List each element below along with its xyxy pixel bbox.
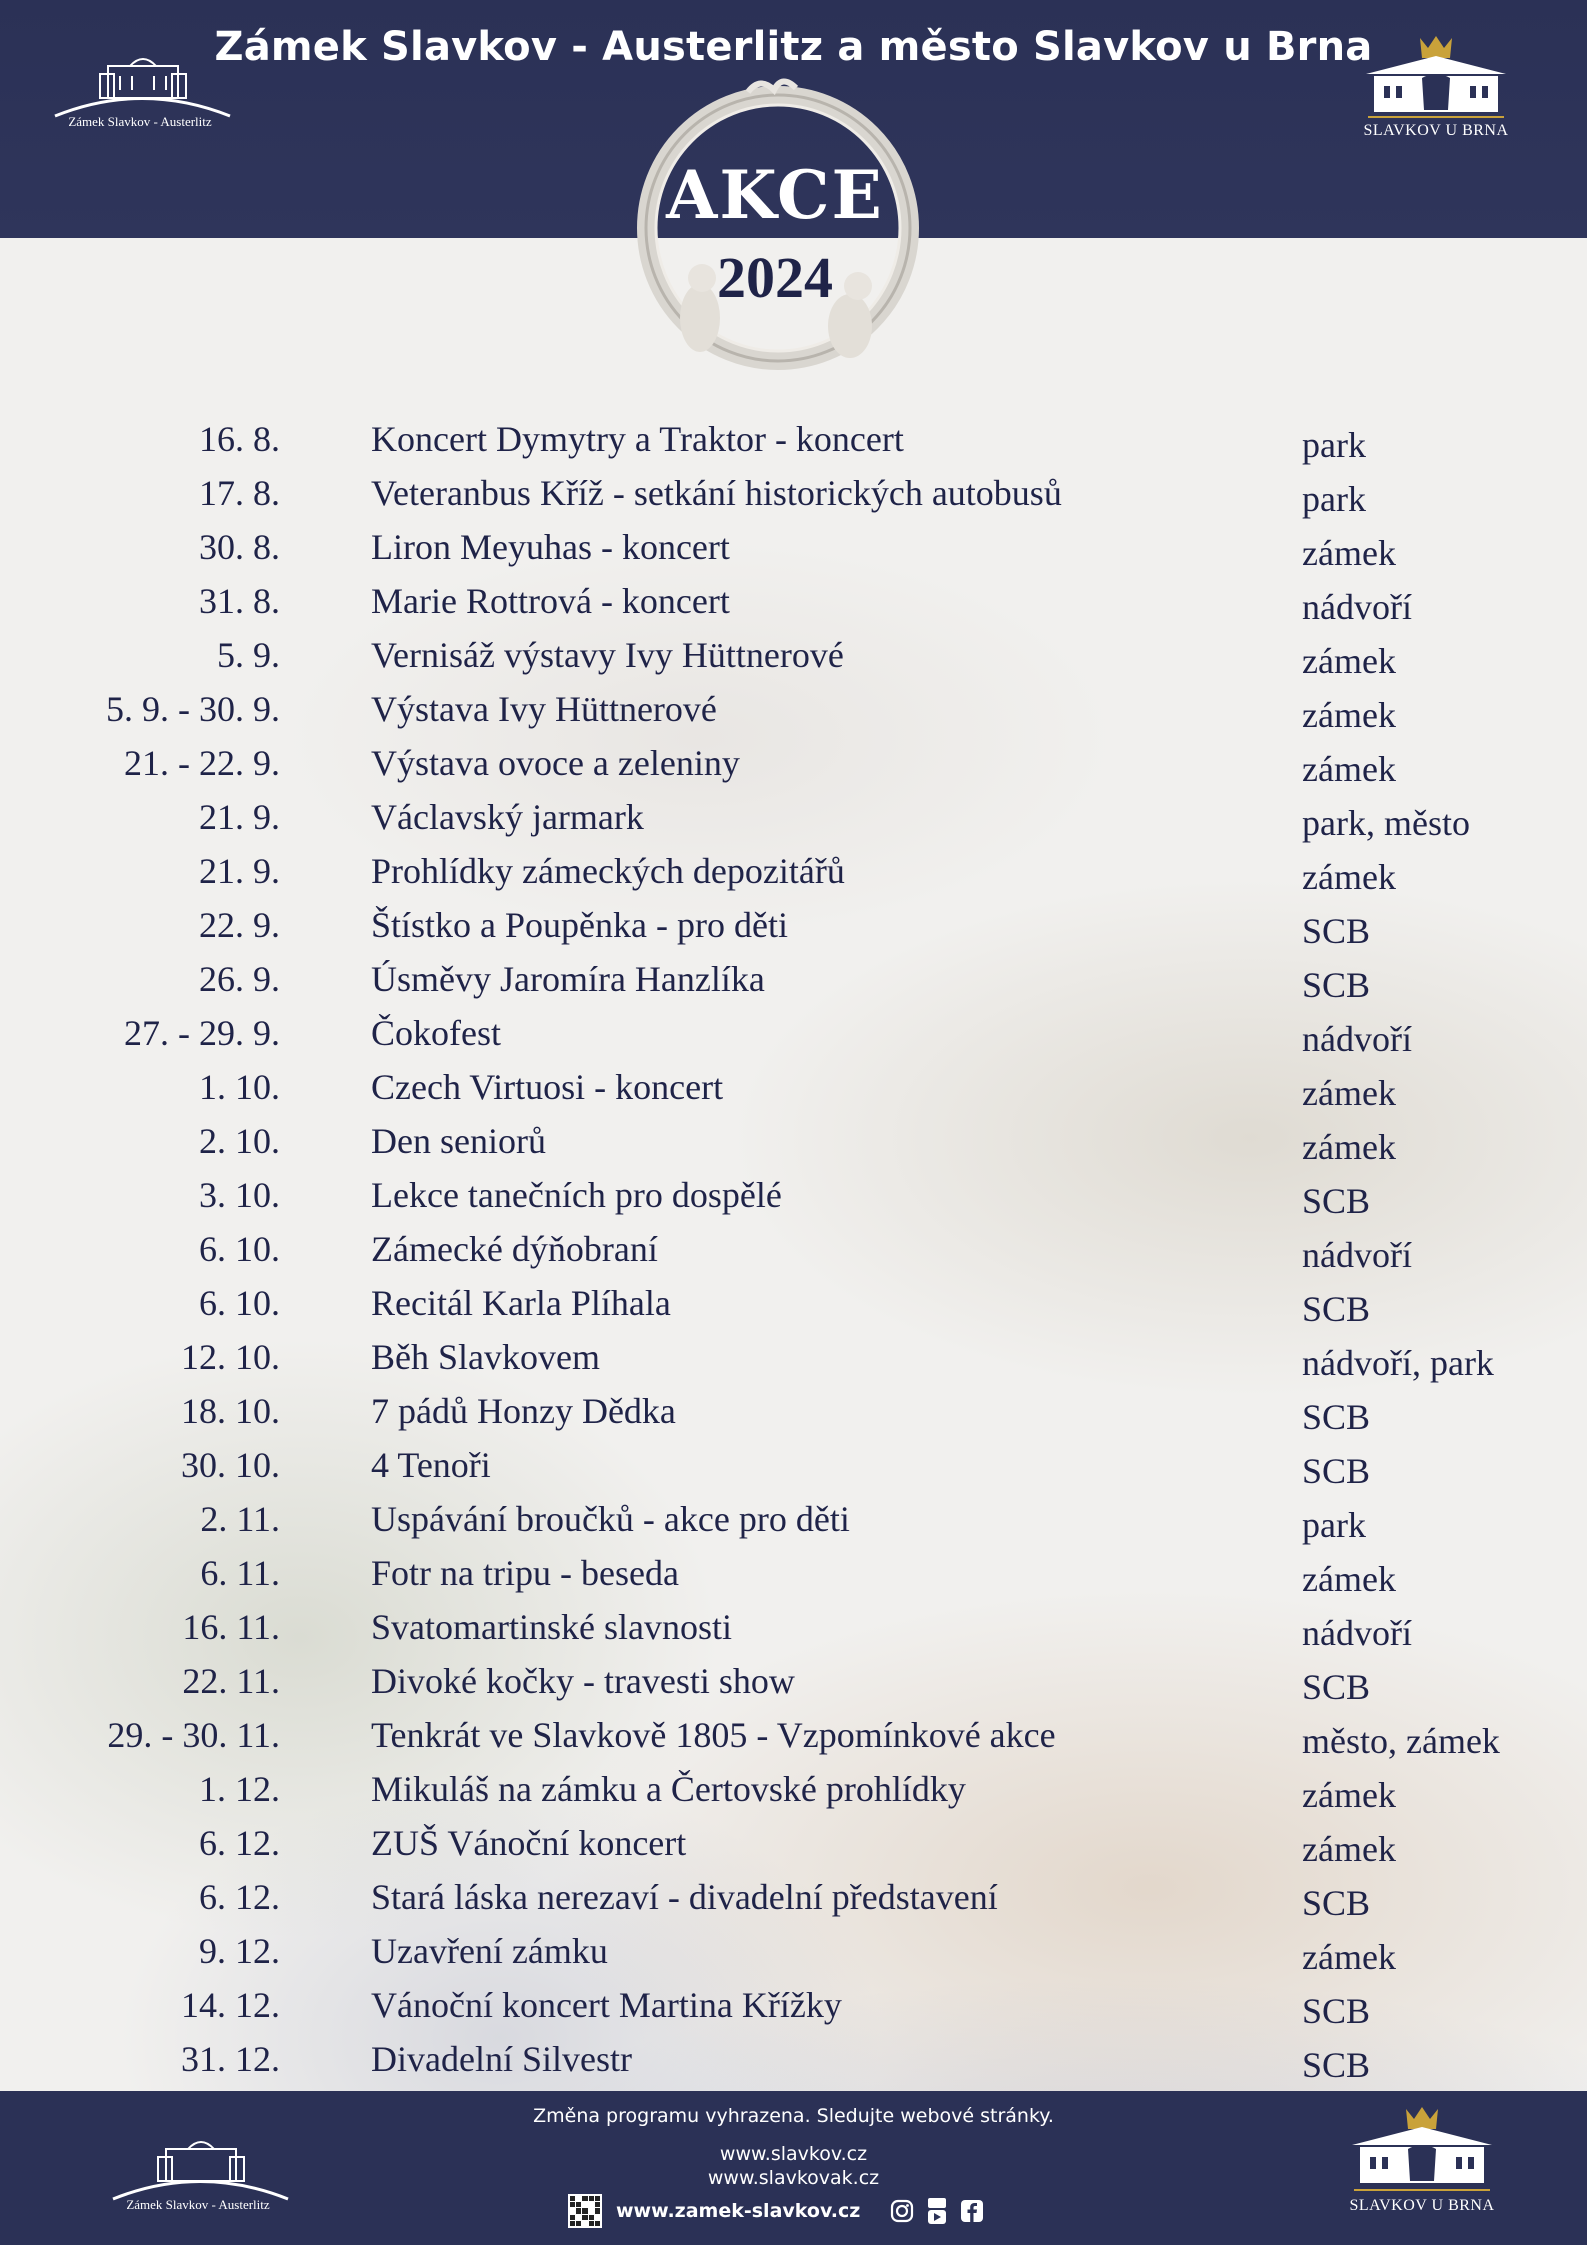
event-row	[0, 472, 1587, 526]
event-place: město, zámek	[1302, 1721, 1500, 1761]
event-place: SCB	[1302, 1883, 1371, 1923]
event-row	[0, 418, 1587, 472]
website-link-zamek[interactable]: www.zamek-slavkov.cz	[616, 2200, 861, 2222]
event-place: zámek	[1302, 749, 1396, 789]
event-name: Úsměvy Jaromíra Hanzlíka	[371, 959, 765, 999]
emblem-year: 2024	[717, 245, 833, 310]
event-date: 22. 11.	[182, 1661, 280, 1701]
event-date: 1. 12.	[199, 1769, 280, 1809]
event-name: Divadelní Silvestr	[371, 2039, 632, 2079]
event-place: zámek	[1302, 641, 1396, 681]
event-date: 5. 9.	[217, 635, 280, 675]
event-date: 31. 8.	[199, 581, 280, 621]
event-place: park	[1302, 425, 1366, 465]
event-place: park	[1302, 1505, 1366, 1545]
event-name: Marie Rottrová - koncert	[371, 581, 730, 621]
event-row	[0, 1390, 1587, 1444]
event-row	[0, 904, 1587, 958]
event-name: ZUŠ Vánoční koncert	[371, 1823, 687, 1863]
event-place: zámek	[1302, 1829, 1396, 1869]
footer-contact-row	[568, 2191, 984, 2231]
event-place: SCB	[1302, 1181, 1371, 1221]
event-date: 3. 10.	[199, 1175, 280, 1215]
event-row	[0, 1984, 1587, 2038]
event-row	[0, 1660, 1587, 1714]
event-name: Lekce tanečních pro dospělé	[371, 1175, 782, 1215]
event-name: Recitál Karla Plíhala	[371, 1283, 671, 1323]
event-date: 18. 10.	[181, 1391, 280, 1431]
event-row	[0, 796, 1587, 850]
footer-castle-logo-caption: Zámek Slavkov - Austerlitz	[126, 2197, 270, 2212]
footer-town-logo-caption: SLAVKOV U BRNA	[1349, 2197, 1495, 2214]
event-place: nádvoří	[1302, 1019, 1412, 1059]
event-place: SCB	[1302, 1451, 1371, 1491]
event-name: Štístko a Poupěnka - pro děti	[371, 905, 788, 945]
event-place: nádvoří	[1302, 587, 1412, 627]
footer-town-logo	[1342, 2105, 1502, 2235]
event-name: Divoké kočky - travesti show	[371, 1661, 795, 1701]
event-date: 6. 10.	[199, 1229, 280, 1269]
event-name: Stará láska nerezaví - divadelní představení	[371, 1877, 998, 1917]
youtube-icon[interactable]	[926, 2196, 948, 2226]
event-row	[0, 1498, 1587, 1552]
event-row	[0, 958, 1587, 1012]
event-date: 26. 9.	[199, 959, 280, 999]
event-date: 14. 12.	[181, 1985, 280, 2025]
event-place: zámek	[1302, 1937, 1396, 1977]
event-name: Václavský jarmark	[371, 797, 644, 837]
event-name: Fotr na tripu - beseda	[371, 1553, 679, 1593]
event-place: zámek	[1302, 1559, 1396, 1599]
social-icons	[890, 2196, 984, 2226]
event-place: SCB	[1302, 911, 1371, 951]
event-name: Liron Meyuhas - koncert	[371, 527, 730, 567]
event-name: 4 Tenoři	[371, 1445, 491, 1485]
event-name: Uzavření zámku	[371, 1931, 608, 1971]
event-name: Den seniorů	[371, 1121, 546, 1161]
footer-note: Změna programu vyhrazena. Sledujte webové stránky.	[533, 2105, 1054, 2127]
event-row	[0, 1012, 1587, 1066]
event-row	[0, 688, 1587, 742]
event-place: SCB	[1302, 1289, 1371, 1329]
event-place: park, město	[1302, 803, 1470, 843]
event-place: nádvoří	[1302, 1613, 1412, 1653]
page-title: Zámek Slavkov - Austerlitz a město Slavkov u Brna	[214, 24, 1373, 70]
event-date: 2. 10.	[199, 1121, 280, 1161]
event-row	[0, 526, 1587, 580]
event-date: 9. 12.	[199, 1931, 280, 1971]
event-row	[0, 580, 1587, 634]
event-date: 21. - 22. 9.	[124, 743, 280, 783]
event-name: Koncert Dymytry a Traktor - koncert	[371, 419, 904, 459]
event-name: Uspávání broučků - akce pro děti	[371, 1499, 850, 1539]
event-row	[0, 634, 1587, 688]
event-row	[0, 1444, 1587, 1498]
event-name: Svatomartinské slavnosti	[371, 1607, 732, 1647]
event-name: Vánoční koncert Martina Křížky	[371, 1985, 842, 2025]
event-row	[0, 1930, 1587, 1984]
event-row	[0, 1228, 1587, 1282]
event-date: 5. 9. - 30. 9.	[106, 689, 280, 729]
event-row	[0, 1336, 1587, 1390]
event-date: 30. 10.	[181, 1445, 280, 1485]
event-row	[0, 1120, 1587, 1174]
event-place: nádvoří	[1302, 1235, 1412, 1275]
event-place: zámek	[1302, 1127, 1396, 1167]
event-name: 7 pádů Honzy Dědka	[371, 1391, 676, 1431]
event-date: 29. - 30. 11.	[107, 1715, 280, 1755]
event-date: 6. 11.	[200, 1553, 280, 1593]
event-row	[0, 1066, 1587, 1120]
facebook-icon[interactable]	[960, 2199, 984, 2223]
castle-logo-caption: Zámek Slavkov - Austerlitz	[68, 114, 212, 129]
event-name: Mikuláš na zámku a Čertovské prohlídky	[371, 1769, 966, 1809]
event-name: Výstava ovoce a zeleniny	[371, 743, 740, 783]
event-place: zámek	[1302, 857, 1396, 897]
event-row	[0, 2038, 1587, 2092]
event-name: Běh Slavkovem	[371, 1337, 600, 1377]
event-date: 21. 9.	[199, 851, 280, 891]
website-link-slavkov[interactable]: www.slavkov.cz	[719, 2143, 868, 2165]
event-place: SCB	[1302, 965, 1371, 1005]
event-place: park	[1302, 479, 1366, 519]
footer-band	[0, 2091, 1587, 2245]
website-link-slavkovak[interactable]: www.slavkovak.cz	[707, 2167, 880, 2189]
event-row	[0, 1282, 1587, 1336]
event-name: Vernisáž výstavy Ivy Hüttnerové	[371, 635, 844, 675]
event-place: SCB	[1302, 1667, 1371, 1707]
event-place: zámek	[1302, 1775, 1396, 1815]
town-crest-icon	[1342, 2105, 1502, 2185]
event-date: 2. 11.	[200, 1499, 280, 1539]
event-date: 1. 10.	[199, 1067, 280, 1107]
event-date: 12. 10.	[181, 1337, 280, 1377]
qr-code-icon	[568, 2194, 602, 2228]
event-place: zámek	[1302, 533, 1396, 573]
castle-logo	[50, 46, 235, 136]
town-logo	[1356, 34, 1516, 144]
event-row	[0, 1606, 1587, 1660]
akce-emblem	[630, 78, 920, 398]
event-date: 21. 9.	[199, 797, 280, 837]
footer-castle-logo	[108, 2129, 293, 2219]
event-place: zámek	[1302, 695, 1396, 735]
instagram-icon[interactable]	[890, 2199, 914, 2223]
event-date: 17. 8.	[199, 473, 280, 513]
event-date: 16. 8.	[199, 419, 280, 459]
event-row	[0, 1768, 1587, 1822]
event-row	[0, 1822, 1587, 1876]
event-name: Veteranbus Kříž - setkání historických autobusů	[371, 473, 1062, 513]
event-date: 22. 9.	[199, 905, 280, 945]
event-date: 30. 8.	[199, 527, 280, 567]
event-date: 27. - 29. 9.	[124, 1013, 280, 1053]
event-name: Czech Virtuosi - koncert	[371, 1067, 724, 1107]
event-name: Výstava Ivy Hüttnerové	[371, 689, 717, 729]
event-row	[0, 1714, 1587, 1768]
event-row	[0, 850, 1587, 904]
event-date: 6. 10.	[199, 1283, 280, 1323]
event-date: 6. 12.	[199, 1823, 280, 1863]
event-place: SCB	[1302, 2045, 1371, 2085]
event-row	[0, 1552, 1587, 1606]
event-row	[0, 1876, 1587, 1930]
event-row	[0, 742, 1587, 796]
wreath-icon	[630, 78, 920, 398]
emblem-heading: AKCE	[666, 156, 884, 234]
event-name: Tenkrát ve Slavkově 1805 - Vzpomínkové akce	[371, 1715, 1056, 1755]
event-date: 16. 11.	[182, 1607, 280, 1647]
town-logo-caption: SLAVKOV U BRNA	[1363, 122, 1509, 139]
event-place: SCB	[1302, 1991, 1371, 2031]
town-crest-icon	[1356, 34, 1516, 114]
event-date: 6. 12.	[199, 1877, 280, 1917]
event-place: zámek	[1302, 1073, 1396, 1113]
event-place: SCB	[1302, 1397, 1371, 1437]
event-date: 31. 12.	[181, 2039, 280, 2079]
event-name: Prohlídky zámeckých depozitářů	[371, 851, 845, 891]
event-name: Zámecké dýňobraní	[371, 1229, 658, 1269]
event-row	[0, 1174, 1587, 1228]
event-name: Čokofest	[371, 1013, 501, 1053]
event-place: nádvoří, park	[1302, 1343, 1494, 1383]
